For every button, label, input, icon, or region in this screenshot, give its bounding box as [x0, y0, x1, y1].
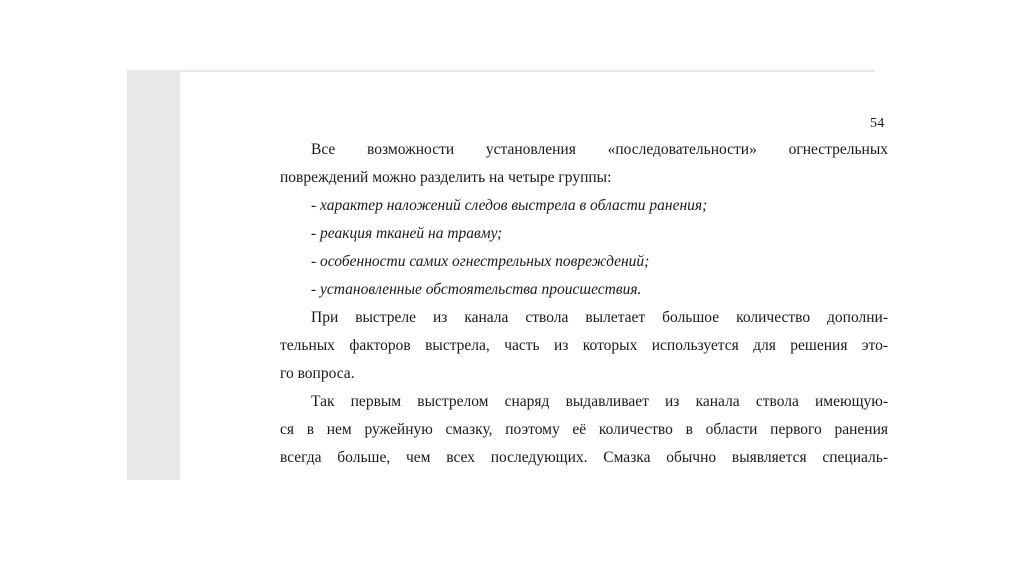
paragraph-line: го вопроса.	[280, 365, 355, 382]
page-gutter	[127, 70, 180, 480]
paragraph-line: повреждений можно разделить на четыре группы:	[280, 169, 612, 186]
paragraph-line: ся в нем ружейную смазку, поэтому её количество в области первого ранения	[280, 421, 888, 438]
document-page	[180, 72, 888, 480]
paragraph-line: Так первым выстрелом снаряд выдавливает из канала ствола имеющую-	[311, 393, 888, 410]
paragraph-line: тельных факторов выстрела, часть из которых используется для решения это-	[280, 337, 888, 354]
page-number: 54	[870, 116, 885, 131]
list-item: - реакция тканей на травму;	[311, 225, 503, 242]
paragraph-line: всегда больше, чем всех последующих. Смазка обычно выявляется специаль-	[280, 449, 888, 466]
list-item: - установленные обстоятельства происшествия.	[311, 281, 642, 298]
document-viewer	[127, 70, 888, 480]
paragraph-line: Все возможности установления «последовательности» огнестрельных	[311, 141, 888, 158]
list-item: - особенности самих огнестрельных повреждений;	[311, 253, 650, 270]
list-item: - характер наложений следов выстрела в области ранения;	[311, 197, 708, 214]
paragraph-line: При выстреле из канала ствола вылетает большое количество дополни-	[311, 309, 888, 326]
